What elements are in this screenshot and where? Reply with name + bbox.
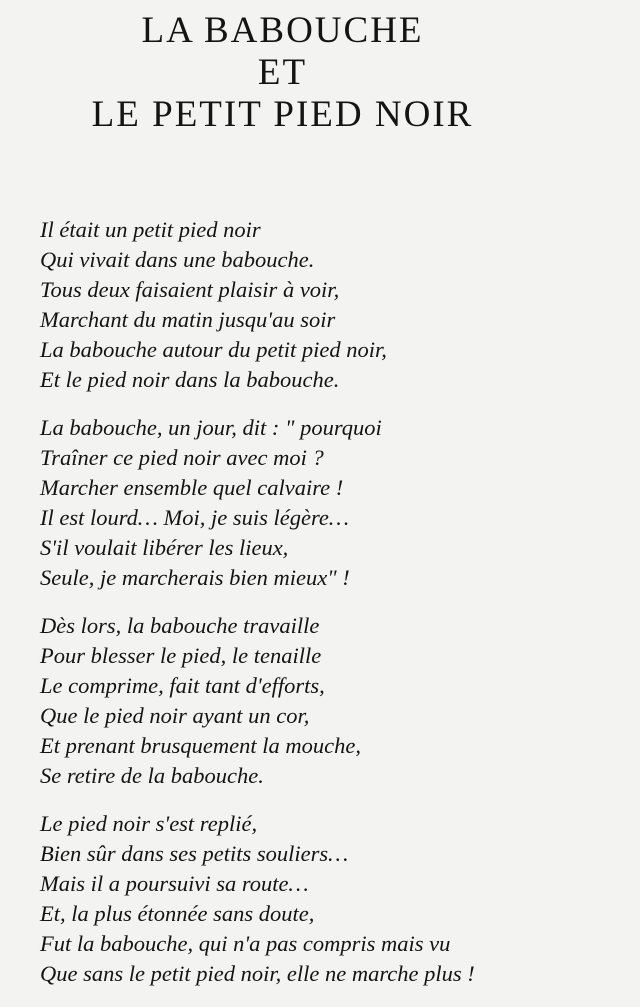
poem-line: Fut la babouche, qui n'a pas compris mais vu	[40, 931, 451, 956]
stanza-2	[40, 413, 620, 593]
title-line-1: LA BABOUCHE	[141, 10, 424, 51]
poem-line: Traîner ce pied noir avec moi ?	[40, 445, 324, 470]
poem-line: Et le pied noir dans la babouche.	[40, 367, 340, 392]
poem-body	[40, 215, 620, 1007]
poem-line: Tous deux faisaient plaisir à voir,	[40, 277, 340, 302]
poem-line: Se retire de la babouche.	[40, 763, 264, 788]
poem-line: Bien sûr dans ses petits souliers…	[40, 841, 349, 866]
poem-line: Que sans le petit pied noir, elle ne marche plus !	[40, 961, 475, 986]
poem-line: Le comprime, fait tant d'efforts,	[40, 673, 325, 698]
poem-line: Seule, je marcherais bien mieux" !	[40, 565, 350, 590]
poem-line: La babouche autour du petit pied noir,	[40, 337, 387, 362]
poem-line: S'il voulait libérer les lieux,	[40, 535, 289, 560]
poem-line: Le pied noir s'est replié,	[40, 811, 258, 836]
poem-line: Que le pied noir ayant un cor,	[40, 703, 310, 728]
poem-line: Et prenant brusquement la mouche,	[40, 733, 361, 758]
poem-line: Il est lourd… Moi, je suis légère…	[40, 505, 349, 530]
stanza-3	[40, 611, 620, 791]
poem-line: Pour blesser le pied, le tenaille	[40, 643, 322, 668]
poem-line: Il était un petit pied noir	[40, 217, 261, 242]
poem-line: Et, la plus étonnée sans doute,	[40, 901, 315, 926]
poem-line: Marchant du matin jusqu'au soir	[40, 307, 336, 332]
poem-title	[0, 10, 565, 136]
poem-line: Mais il a poursuivi sa route…	[40, 871, 309, 896]
title-line-2: ET	[257, 52, 308, 93]
stanza-1	[40, 215, 620, 395]
poem-line: La babouche, un jour, dit : " pourquoi	[40, 415, 382, 440]
poem-line: Dès lors, la babouche travaille	[40, 613, 320, 638]
poem-line: Qui vivait dans une babouche.	[40, 247, 315, 272]
title-line-3: LE PETIT PIED NOIR	[91, 94, 474, 135]
stanza-4	[40, 809, 620, 989]
poem-line: Marcher ensemble quel calvaire !	[40, 475, 344, 500]
